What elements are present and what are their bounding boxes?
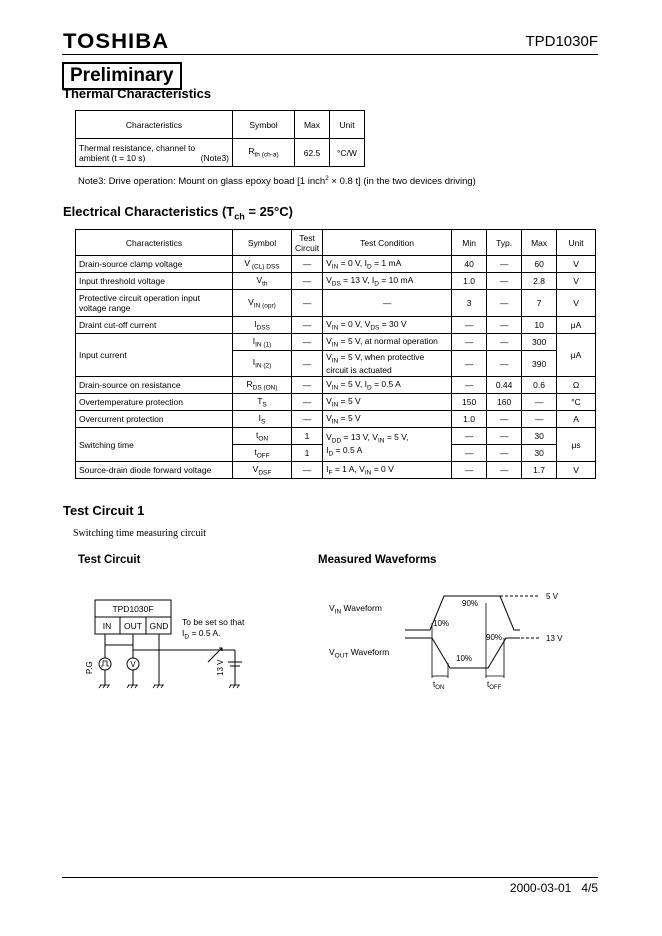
cell-sym bbox=[233, 256, 292, 273]
cell-typ: — bbox=[487, 351, 522, 377]
sym-sub: DSS bbox=[256, 324, 270, 332]
table-row bbox=[76, 334, 596, 351]
sym: V bbox=[248, 296, 254, 307]
cell-char: Draint cut-off current bbox=[76, 317, 233, 334]
cell-sym bbox=[233, 334, 292, 351]
cell-min: 40 bbox=[452, 256, 487, 273]
footer-date: 2000-03-01 bbox=[509, 881, 572, 895]
supply-label: 13 V bbox=[216, 659, 225, 676]
cell-typ: — bbox=[487, 290, 522, 317]
cell-unit: V bbox=[557, 256, 596, 273]
thermal-characteristic bbox=[76, 139, 233, 167]
cell-max: 2.8 bbox=[522, 273, 557, 290]
ground-icon bbox=[99, 685, 240, 688]
cell-sym bbox=[233, 394, 292, 411]
cell-unit: μA bbox=[557, 334, 596, 377]
pct-90-in: 90% bbox=[462, 599, 479, 608]
cell-cond: $V_{DS} = 13$ V, $I_D = 10$ mA bbox=[323, 273, 452, 290]
sym: V bbox=[244, 257, 251, 268]
table-row bbox=[76, 428, 596, 445]
cell-unit: °C bbox=[557, 394, 596, 411]
cell-max: 30 bbox=[522, 445, 557, 462]
sym-sub: ON bbox=[258, 435, 269, 443]
vout-v: V bbox=[329, 647, 335, 657]
thermal-unit: °C/W bbox=[330, 139, 365, 167]
set-note-2 bbox=[182, 628, 244, 643]
eh-test-circuit bbox=[292, 230, 323, 256]
cell-sym bbox=[233, 290, 292, 317]
cell-char: Switching time bbox=[76, 428, 233, 462]
elec-title-sub: ch bbox=[234, 211, 245, 222]
cell-typ: — bbox=[487, 273, 522, 290]
pin-gnd: GND bbox=[149, 621, 169, 631]
sym-sub: (CL) DSS bbox=[250, 263, 280, 271]
cell-tc: — bbox=[292, 273, 323, 290]
cell-cond: $I_F = 1$ A, $V_{IN} = 0$ V bbox=[323, 462, 452, 479]
sym-sub: S bbox=[261, 418, 266, 426]
cell-sym bbox=[233, 411, 292, 428]
eh-tc2: Circuit bbox=[295, 242, 320, 253]
cell-max: 300 bbox=[522, 334, 557, 351]
cell-tc: 1 bbox=[292, 445, 323, 462]
t-off-label bbox=[487, 680, 502, 691]
pct-10-out: 10% bbox=[456, 654, 473, 663]
table-row bbox=[76, 394, 596, 411]
cell-tc: — bbox=[292, 334, 323, 351]
cell-sym bbox=[233, 428, 292, 445]
cell-sym bbox=[233, 445, 292, 462]
cell-max: 1.7 bbox=[522, 462, 557, 479]
cell-cond: $V_{IN} = 5$ V, when protective circuit is actuated bbox=[323, 351, 452, 377]
sym: R bbox=[246, 378, 253, 389]
thermal-symbol bbox=[233, 139, 295, 167]
cell-char: Source-drain diode forward voltage bbox=[76, 462, 233, 479]
electrical-table bbox=[75, 229, 596, 479]
cell-typ: 0.44 bbox=[487, 377, 522, 394]
left-diagram-title: Test Circuit bbox=[78, 554, 141, 566]
cell-min: — bbox=[452, 462, 487, 479]
cell-char: Drain-source clamp voltage bbox=[76, 256, 233, 273]
toff-sub: OFF bbox=[489, 685, 502, 691]
pg-label: P.G bbox=[85, 661, 94, 674]
thermal-max: 62.5 bbox=[295, 139, 330, 167]
cell-cond: $V_{DD} = 13$ V, $V_{IN} = 5$ V, $I_D = 0.5$ A bbox=[323, 428, 452, 462]
cell-unit: V bbox=[557, 273, 596, 290]
table-row bbox=[76, 290, 596, 317]
cell-max: 7 bbox=[522, 290, 557, 317]
vout-sub: OUT bbox=[334, 652, 349, 660]
cell-min: — bbox=[452, 377, 487, 394]
eh-symbol: Symbol bbox=[233, 230, 292, 256]
cell-tc: 1 bbox=[292, 428, 323, 445]
set-note bbox=[182, 617, 244, 643]
note2-end: = 0.5 A. bbox=[189, 628, 221, 638]
sym: t bbox=[255, 429, 259, 440]
th-unit: Unit bbox=[330, 111, 365, 139]
cell-min: — bbox=[452, 317, 487, 334]
footer-page: 4/5 bbox=[581, 881, 598, 895]
note3-b: × 0.8 t] (in the two devices driving) bbox=[328, 176, 476, 188]
cell-min: 3 bbox=[452, 290, 487, 317]
cell-sym bbox=[233, 351, 292, 377]
table-row bbox=[76, 256, 596, 273]
cell-unit: μs bbox=[557, 428, 596, 462]
sym: t bbox=[254, 446, 257, 457]
cell-tc: — bbox=[292, 290, 323, 317]
vin-end: Waveform bbox=[341, 603, 382, 613]
cell-tc: — bbox=[292, 377, 323, 394]
sym-sub: IN (1) bbox=[255, 341, 272, 349]
cell-max: 10 bbox=[522, 317, 557, 334]
device-label: TPD1030F bbox=[112, 604, 154, 614]
note-ref: (Note3) bbox=[200, 152, 229, 163]
sym-sub: DSF bbox=[258, 469, 272, 477]
sym-sub: DS (ON) bbox=[252, 384, 278, 392]
cell-unit: μA bbox=[557, 317, 596, 334]
pin-in: IN bbox=[102, 621, 112, 631]
cell-typ: 160 bbox=[487, 394, 522, 411]
char-line2: voltage range bbox=[79, 303, 131, 313]
sym-sub: OFF bbox=[256, 452, 270, 460]
note3-sup: 2 bbox=[325, 175, 329, 182]
sym: I bbox=[254, 318, 257, 329]
cell-tc: — bbox=[292, 394, 323, 411]
th-characteristics: Characteristics bbox=[76, 111, 233, 139]
footer-rule bbox=[62, 877, 598, 878]
cell-typ: — bbox=[487, 334, 522, 351]
cell-max: 390 bbox=[522, 351, 557, 377]
cell-sym bbox=[233, 273, 292, 290]
th-symbol: Symbol bbox=[233, 111, 295, 139]
cell-char: Drain-source on resistance bbox=[76, 377, 233, 394]
cell-tc: — bbox=[292, 317, 323, 334]
table-row bbox=[76, 462, 596, 479]
right-diagram-title: Measured Waveforms bbox=[318, 554, 437, 566]
pin-out: OUT bbox=[124, 621, 142, 631]
note3 bbox=[78, 175, 476, 187]
electrical-title bbox=[63, 204, 293, 222]
symbol-sub: th (ch-a) bbox=[254, 151, 279, 159]
cell-max: 0.6 bbox=[522, 377, 557, 394]
cell-tc: — bbox=[292, 411, 323, 428]
cell-char: Overtemperature protection bbox=[76, 394, 233, 411]
cell-unit: Ω bbox=[557, 377, 596, 394]
note2-sub: D bbox=[184, 633, 190, 641]
pct-90-out: 90% bbox=[486, 633, 503, 642]
cell-tc: — bbox=[292, 351, 323, 377]
cell-typ: — bbox=[487, 445, 522, 462]
cell-min: 150 bbox=[452, 394, 487, 411]
cond-text: , at normal operation bbox=[359, 335, 438, 346]
sym: T bbox=[257, 395, 263, 406]
cell-typ: — bbox=[487, 317, 522, 334]
note3-a: Note3: Drive operation: Mount on glass epoxy boad [1 inch bbox=[78, 176, 326, 188]
thermal-char-line1: Thermal resistance, channel to bbox=[79, 142, 196, 153]
eh-characteristics: Characteristics bbox=[76, 230, 233, 256]
cell-typ: — bbox=[487, 462, 522, 479]
waveform-diagram bbox=[400, 588, 580, 693]
cell-min: — bbox=[452, 445, 487, 462]
voltmeter-label: V bbox=[130, 660, 136, 669]
symbol-main: R bbox=[248, 146, 255, 157]
table-row bbox=[76, 317, 596, 334]
cell-tc: — bbox=[292, 256, 323, 273]
test-circuit-subtitle: Switching time measuring circuit bbox=[73, 528, 207, 539]
cell-sym bbox=[233, 317, 292, 334]
ton-t: t bbox=[433, 680, 436, 689]
eh-unit: Unit bbox=[557, 230, 596, 256]
sym: V bbox=[256, 274, 263, 285]
sym: V bbox=[252, 463, 259, 474]
pulse-generator-icon bbox=[99, 658, 111, 670]
table-row bbox=[76, 273, 596, 290]
cell-min: — bbox=[452, 428, 487, 445]
cond-text: , when protective bbox=[359, 352, 425, 363]
vin-sub: IN bbox=[334, 608, 342, 616]
elec-title-end: = 25°C) bbox=[244, 204, 293, 219]
table-row bbox=[76, 411, 596, 428]
sym: I bbox=[252, 357, 256, 368]
cell-cond: $V_{IN} = 5$ V, $I_D = 0.5$ A bbox=[323, 377, 452, 394]
sym-sub: IN (2) bbox=[255, 362, 272, 370]
thermal-char-line2: ambient (t = 10 s) bbox=[79, 152, 146, 163]
eh-max: Max bbox=[522, 230, 557, 256]
cell-cond: $V_{IN} = 5$ V, at normal operation bbox=[323, 334, 452, 351]
header-rule bbox=[62, 54, 598, 55]
footer bbox=[510, 881, 598, 895]
cell-cond: $V_{IN} = 5$ V bbox=[323, 394, 452, 411]
vout-end: Waveform bbox=[348, 647, 390, 657]
note2-i: I bbox=[182, 628, 185, 638]
cell-unit: V bbox=[557, 290, 596, 317]
cell-cond: $V_{IN} = 5$ V bbox=[323, 411, 452, 428]
cell-max: — bbox=[522, 411, 557, 428]
table-row bbox=[76, 377, 596, 394]
sym: I bbox=[252, 335, 256, 346]
cell-typ: — bbox=[487, 411, 522, 428]
cell-char: Input threshold voltage bbox=[76, 273, 233, 290]
part-number: TPD1030F bbox=[525, 33, 598, 50]
char-line1: Protective circuit operation input bbox=[79, 293, 200, 303]
cond-text-2: circuit is actuated bbox=[326, 364, 392, 375]
circuit-diagram bbox=[80, 590, 250, 700]
vin-v: V bbox=[329, 603, 335, 613]
elec-title-a: Electrical Characteristics (T bbox=[63, 204, 235, 219]
sym-sub: IN (opr) bbox=[253, 302, 276, 310]
cell-min: 1.0 bbox=[452, 411, 487, 428]
cell-max: 30 bbox=[522, 428, 557, 445]
test-circuit-title: Test Circuit 1 bbox=[63, 503, 145, 518]
toff-t: t bbox=[487, 680, 490, 689]
cell-char: Input current bbox=[76, 334, 233, 377]
cell-unit: V bbox=[557, 462, 596, 479]
cell-sym bbox=[233, 377, 292, 394]
thermal-title: Thermal Characteristics bbox=[63, 86, 212, 101]
cell-min: — bbox=[452, 334, 487, 351]
cell-tc: — bbox=[292, 462, 323, 479]
cell-char: Overcurrent protection bbox=[76, 411, 233, 428]
level-5v: 5 V bbox=[546, 592, 559, 601]
cell-unit: A bbox=[557, 411, 596, 428]
vout-waveform-label bbox=[329, 647, 389, 660]
toshiba-logo: TOSHIBA bbox=[63, 30, 170, 53]
cell-cond: $V_{IN} = 0$ V, $V_{DS} = 30$ V bbox=[323, 317, 452, 334]
eh-test-condition: Test Condition bbox=[323, 230, 452, 256]
cell-min: 1.0 bbox=[452, 273, 487, 290]
level-13v: 13 V bbox=[546, 634, 563, 643]
set-note-1: To be set so that bbox=[182, 617, 245, 627]
t-on-label bbox=[433, 680, 444, 691]
sym-sub: S bbox=[262, 401, 267, 409]
cell-char bbox=[76, 290, 233, 317]
sym: I bbox=[258, 412, 262, 423]
cell-min: — bbox=[452, 351, 487, 377]
cell-cond: — bbox=[323, 290, 452, 317]
eh-tc1: Test bbox=[299, 232, 315, 243]
ton-sub: ON bbox=[435, 685, 445, 691]
cell-typ: — bbox=[487, 428, 522, 445]
sym-sub: th bbox=[262, 280, 268, 288]
cell-cond: $V_{IN} = 0$ V, $I_D = 1$ mA bbox=[323, 256, 452, 273]
eh-typ: Typ. bbox=[487, 230, 522, 256]
eh-min: Min bbox=[452, 230, 487, 256]
cell-typ: — bbox=[487, 256, 522, 273]
pct-10-in: 10% bbox=[433, 619, 450, 628]
preliminary-label: Preliminary bbox=[62, 62, 182, 90]
cell-max: 60 bbox=[522, 256, 557, 273]
cell-sym bbox=[233, 462, 292, 479]
th-max: Max bbox=[295, 111, 330, 139]
vin-waveform-label bbox=[329, 603, 382, 616]
thermal-table bbox=[75, 110, 365, 167]
cell-max: — bbox=[522, 394, 557, 411]
